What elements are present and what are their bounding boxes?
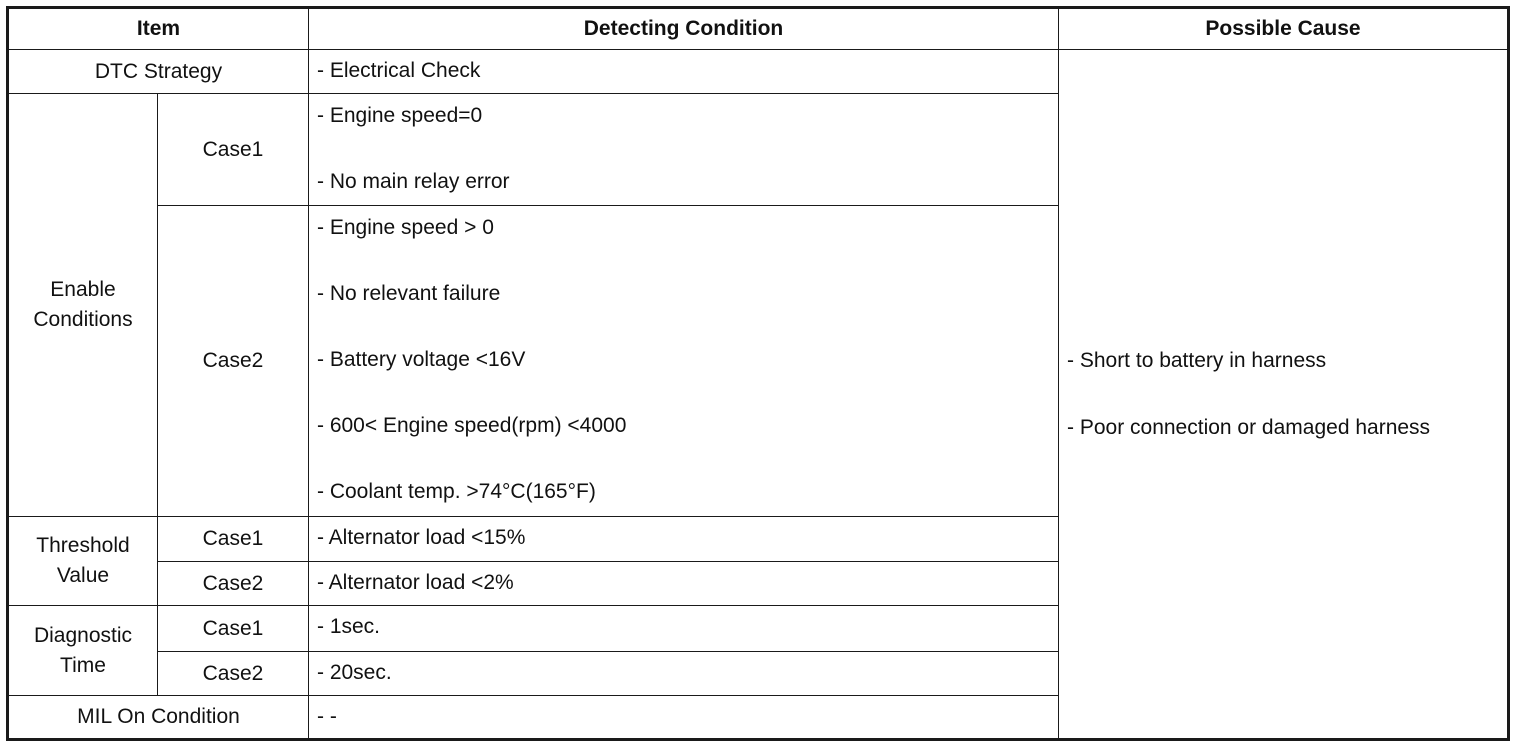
- threshold-case2-condition: [309, 562, 1059, 606]
- possible-cause-item: - Short to battery in harness: [1067, 348, 1327, 372]
- diagnostic-case2-label: Case2: [158, 652, 309, 696]
- mil-on-condition-value: [309, 696, 1059, 740]
- enable-case1-conditions: [309, 94, 1059, 206]
- condition-line: - Engine speed > 0: [317, 216, 494, 239]
- threshold-value-label-line1: Threshold: [36, 534, 130, 557]
- diagnostic-case2-condition: [309, 652, 1059, 696]
- mil-on-condition-label: MIL On Condition: [8, 696, 309, 740]
- row-dtc-strategy: [8, 50, 1509, 94]
- diagnostic-case1-condition: [309, 606, 1059, 652]
- condition-line: - 600< Engine speed(rpm) <4000: [317, 414, 627, 437]
- enable-conditions-label: [8, 94, 158, 517]
- dtc-strategy-condition: [309, 50, 1059, 94]
- condition-line: - Battery voltage <16V: [317, 348, 526, 371]
- dtc-strategy-label: DTC Strategy: [8, 50, 309, 94]
- enable-conditions-label-line1: Enable: [50, 278, 116, 301]
- diagnostic-time-label: [8, 606, 158, 696]
- threshold-case1-label: Case1: [158, 517, 309, 562]
- threshold-value-label: [8, 517, 158, 606]
- diagnostic-case2-condition-text: - 20sec.: [317, 661, 392, 684]
- threshold-case1-condition: [309, 517, 1059, 562]
- threshold-case2-condition-text: - Alternator load <2%: [317, 571, 514, 594]
- enable-case2-label: Case2: [158, 206, 309, 517]
- mil-on-condition-value-text: - -: [317, 705, 337, 728]
- header-row: [8, 8, 1509, 50]
- header-item: Item: [8, 8, 309, 50]
- diagnostic-time-label-line2: Time: [60, 653, 106, 677]
- possible-cause-item: - Poor connection or damaged harness: [1067, 415, 1431, 439]
- condition-line: - No main relay error: [317, 170, 510, 193]
- condition-line: - Engine speed=0: [317, 104, 483, 127]
- diagnostic-time-label-line1: Diagnostic: [33, 623, 133, 647]
- enable-conditions-label-line2: Conditions: [33, 308, 133, 331]
- condition-line: - Coolant temp. >74°C(165°F): [317, 480, 596, 503]
- header-possible-cause: Possible Cause: [1059, 8, 1509, 50]
- diagnostic-case1-label: Case1: [158, 606, 309, 652]
- threshold-value-label-line2: Value: [56, 564, 110, 587]
- threshold-case1-condition-text: - Alternator load <15%: [317, 526, 526, 549]
- enable-case1-label: Case1: [158, 94, 309, 206]
- possible-cause-cell: [1059, 50, 1509, 740]
- condition-line: - No relevant failure: [317, 282, 501, 305]
- threshold-case2-label: Case2: [158, 562, 309, 606]
- dtc-spec-table: [6, 6, 1510, 741]
- enable-case2-conditions: [309, 206, 1059, 517]
- diagnostic-case1-condition-text: - 1sec.: [317, 615, 381, 638]
- header-detecting-condition: Detecting Condition: [309, 8, 1059, 50]
- dtc-strategy-condition-text: - Electrical Check: [317, 59, 481, 82]
